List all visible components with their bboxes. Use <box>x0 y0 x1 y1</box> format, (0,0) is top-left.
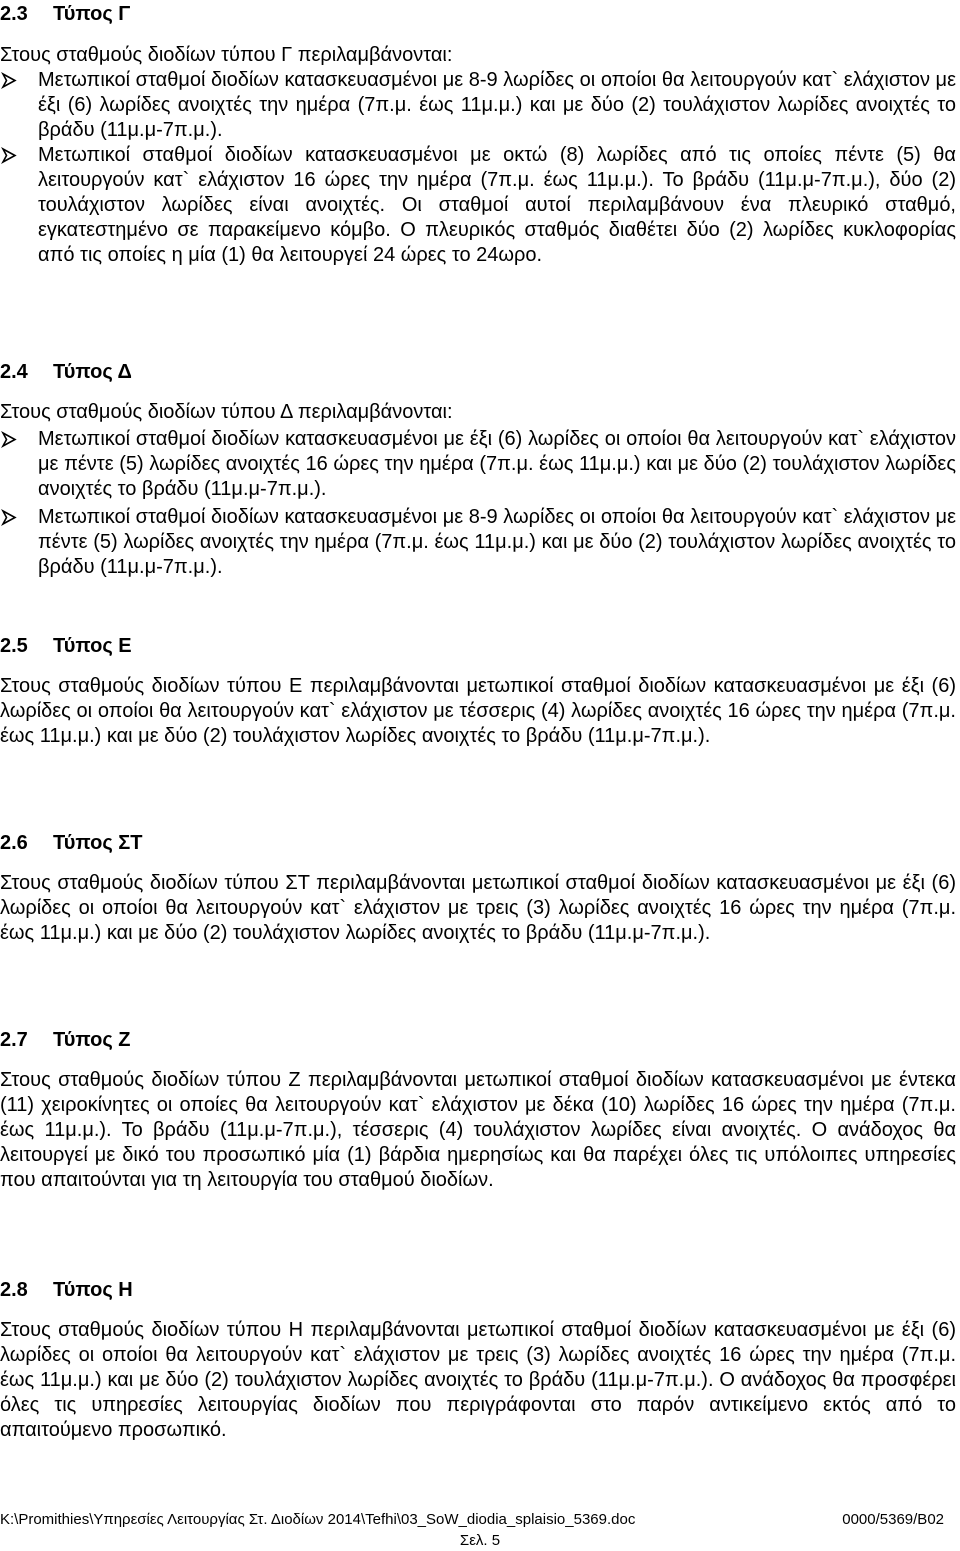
section-number: 2.6 <box>0 832 28 854</box>
section-intro: Στους σταθμούς διοδίων τύπου Δ περιλαμβάνονται: <box>0 401 453 423</box>
list-item <box>0 143 956 268</box>
section-body: Στους σταθμούς διοδίων τύπου Ε περιλαμβάνονται μετωπικοί σταθμοί διοδίων κατασκευασμένοι με έξι (6) λωρίδες οι οποίοι θα λειτουργούν κατ` ελάχιστον με τέσσερις (4) λωρίδες ανοιχτές 16 ώρες την ημέρα (7π.μ. έως 11μ.μ.) και με δύο (2) τουλάχιστον λωρίδες ανοιχτές το βράδυ (11μ.μ-7π.μ.). <box>0 675 956 747</box>
section-title: Τύπος Η <box>53 1279 133 1301</box>
arrowhead-bullet-icon <box>0 427 20 452</box>
bullet-list <box>0 427 956 580</box>
section-heading <box>0 1276 956 1304</box>
section-2-3 <box>0 0 956 268</box>
section-2-6 <box>0 829 956 946</box>
arrowhead-bullet-icon <box>0 68 20 93</box>
section-title: Τύπος ΣΤ <box>53 832 143 854</box>
bullet-text: Μετωπικοί σταθμοί διοδίων κατασκευασμένοι με 8-9 λωρίδες οι οποίοι θα λειτουργούν κατ` ελάχιστον με έξι (6) λωρίδες ανοιχτές την ημέρα (7π.μ. έως 11μ.μ.) και με δύο (2) τουλάχιστον λωρίδες ανοιχτές το βράδυ (11μ.μ-7π.μ.). <box>38 69 956 141</box>
section-heading <box>0 0 956 28</box>
section-intro: Στους σταθμούς διοδίων τύπου Γ περιλαμβάνονται: <box>0 44 453 66</box>
section-heading <box>0 829 956 857</box>
arrowhead-bullet-icon <box>0 505 20 530</box>
bullet-text: Μετωπικοί σταθμοί διοδίων κατασκευασμένοι με έξι (6) λωρίδες οι οποίοι θα λειτουργούν κατ` ελάχιστον με πέντε (5) λωρίδες ανοιχτές 16 ώρες την ημέρα (7π.μ. έως 11μ.μ.) και με δύο (2) τουλάχιστον λωρίδες ανοιχτές το βράδυ (11μ.μ-7π.μ.). <box>38 428 956 500</box>
bullet-list <box>0 68 956 268</box>
section-number: 2.4 <box>0 361 28 383</box>
footer-page-number: Σελ. 5 <box>459 1532 501 1549</box>
section-title: Τύπος Ζ <box>53 1029 131 1051</box>
section-2-7 <box>0 1026 956 1193</box>
section-title: Τύπος Δ <box>53 361 132 383</box>
bullet-text: Μετωπικοί σταθμοί διοδίων κατασκευασμένοι με 8-9 λωρίδες οι οποίοι θα λειτουργούν κατ` ελάχιστον με πέντε (5) λωρίδες ανοιχτές την ημέρα (7π.μ. έως 11μ.μ.) και με δύο (2) τουλάχιστον λωρίδες ανοιχτές το βράδυ (11μ.μ-7π.μ.). <box>38 506 956 578</box>
section-number: 2.3 <box>0 3 28 25</box>
section-body: Στους σταθμούς διοδίων τύπου Η περιλαμβάνονται μετωπικοί σταθμοί διοδίων κατασκευασμένοι με έξι (6) λωρίδες οι οποίοι θα λειτουργούν κατ` ελάχιστον με τρεις (3) λωρίδες ανοιχτές 16 ώρες την ημέρα (7π.μ. έως 11μ.μ.) και με δύο (2) τουλάχιστον λωρίδες ανοιχτές το βράδυ (11μ.μ-7π.μ.). Ο ανάδοχος θα προσφέρει όλες τις υπηρεσίες λειτουργίας διοδίων που περιγράφονται στο παρόν αντικείμενο εκτός από το απαιτούμενο προσωπικό. <box>0 1319 956 1441</box>
section-number: 2.8 <box>0 1279 28 1301</box>
section-heading <box>0 358 956 386</box>
footer-file-path: K:\Promithies\Υπηρεσίες Λειτουργίας Στ. Διοδίων 2014\Tefhi\03_SoW_diodia_splaisio_5369.doc <box>0 1511 636 1528</box>
section-title: Τύπος Ε <box>53 635 132 657</box>
bullet-text: Μετωπικοί σταθμοί διοδίων κατασκευασμένοι με οκτώ (8) λωρίδες από τις οποίες πέντε (5) θα λειτουργούν κατ` ελάχιστον 16 ώρες την ημέρα (7π.μ. έως 11μ.μ.). Το βράδυ (11μ.μ-7π.μ.), δύο (2) τουλάχιστον λωρίδες είναι ανοιχτές. Οι σταθμοί αυτοί περιλαμβάνουν ένα πλευρικό σταθμό, εγκατεστημένο σε παρακείμενο κόμβο. Ο πλευρικός σταθμός διαθέτει δύο (2) λωρίδες κυκλοφορίας από τις οποίες η μία (1) θα λειτουργεί 24 ώρες το 24ωρο. <box>38 144 956 266</box>
list-item <box>0 68 956 143</box>
section-2-5 <box>0 632 956 749</box>
section-number: 2.7 <box>0 1029 28 1051</box>
section-heading <box>0 632 956 660</box>
section-body: Στους σταθμούς διοδίων τύπου ΣΤ περιλαμβάνονται μετωπικοί σταθμοί διοδίων κατασκευασμένοι με έξι (6) λωρίδες οι οποίοι θα λειτουργούν κατ` ελάχιστον με τρεις (3) λωρίδες ανοιχτές 16 ώρες την ημέρα (7π.μ. έως 11μ.μ.) και με δύο (2) τουλάχιστον λωρίδες ανοιχτές το βράδυ (11μ.μ-7π.μ.). <box>0 872 956 944</box>
section-heading <box>0 1026 956 1054</box>
list-item <box>0 505 956 580</box>
section-2-8 <box>0 1276 956 1443</box>
section-body: Στους σταθμούς διοδίων τύπου Ζ περιλαμβάνονται μετωπικοί σταθμοί διοδίων κατασκευασμένοι με έντεκα (11) χειροκίνητες οι οποίες θα λειτουργούν κατ` ελάχιστον με δέκα (10) λωρίδες 16 ώρες την ημέρα (7π.μ. έως 11μ.μ.). Το βράδυ (11μ.μ-7π.μ.), τέσσερις (4) τουλάχιστον λωρίδες είναι ανοιχτές. Ο ανάδοχος θα λειτουργεί με δικό του προσωπικό μία (1) βάρδια ημερησίως και θα παρέχει όλες τις υπόλοιπες υπηρεσίες που απαιτούνται για τη λειτουργία του σταθμού διοδίων. <box>0 1069 956 1191</box>
list-item <box>0 427 956 502</box>
arrowhead-bullet-icon <box>0 143 20 168</box>
section-2-4 <box>0 358 956 580</box>
footer-document-code: 0000/5369/B02 <box>842 1511 944 1528</box>
section-title: Τύπος Γ <box>53 3 131 25</box>
section-number: 2.5 <box>0 635 28 657</box>
